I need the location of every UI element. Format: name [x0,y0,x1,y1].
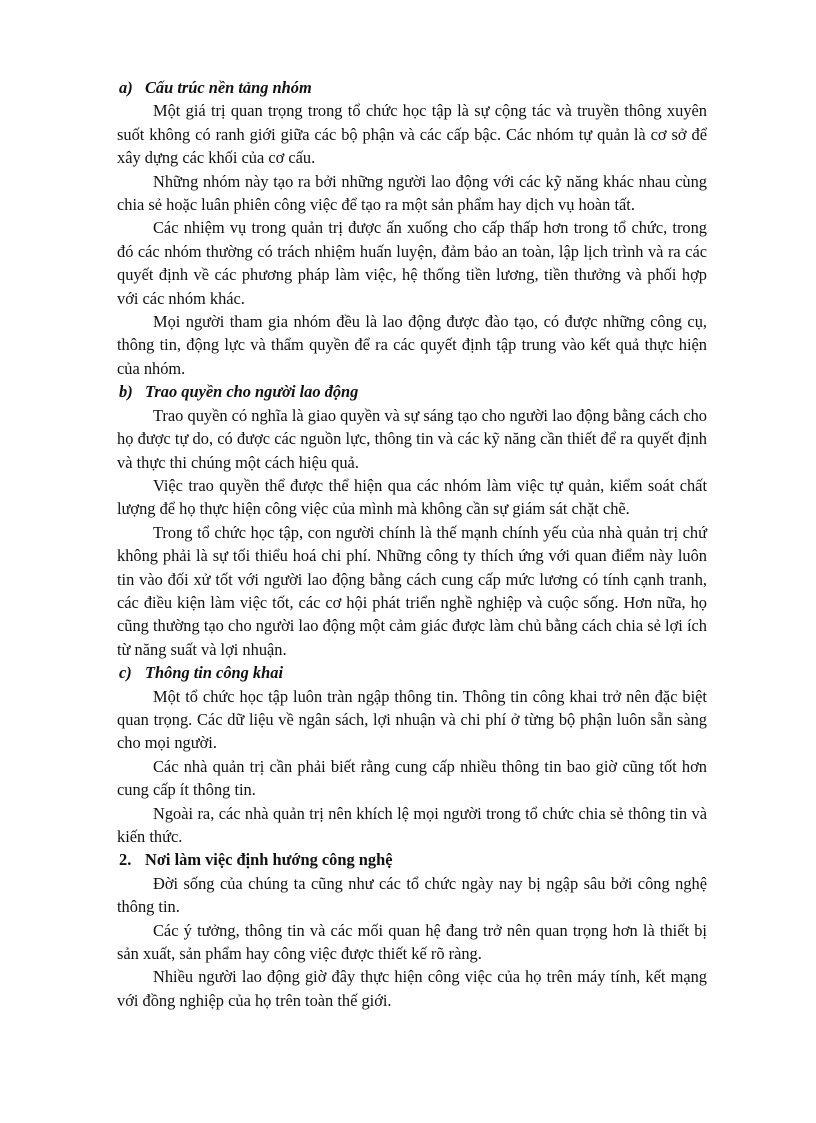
paragraph: Một tổ chức học tập luôn tràn ngập thông tin. Thông tin công khai trở nên đặc biệt quan trọng. Các dữ liệu về ngân sách, lợi nhuận và chi phí ở từng bộ phận luôn sẵn sàng cho mọi người. [117,686,707,753]
section-marker: c) [119,663,132,683]
section-c [117,661,707,848]
section-heading [117,848,707,871]
section-marker: 2. [119,850,132,870]
paragraph: Trong tổ chức học tập, con người chính là thế mạnh chính yếu của nhà quản trị chứ không phải là sự tối thiểu hoá chi phí. Những công ty thích ứng với quan điểm này luôn tin vào đối xử tốt với người lao động bằng cách cung cấp mức lương có tính cạnh tranh, các điều kiện làm việc tốt, các cơ hội phát triển nghề nghiệp và cuộc sống. Hơn nữa, họ cũng thường tạo cho người lao động một cảm giác được làm chủ bằng cách chia sẻ lợi ích từ năng suất và lợi nhuận. [117,522,707,659]
section-a [117,76,707,380]
paragraph: Ngoài ra, các nhà quản trị nên khích lệ mọi người trong tổ chức chia sẻ thông tin và kiến thức. [117,803,707,846]
section-marker: a) [119,78,133,97]
section-heading [117,380,707,403]
section-b [117,380,707,661]
paragraph: Việc trao quyền thể được thể hiện qua các nhóm làm việc tự quản, kiểm soát chất lượng để họ thực hiện công việc của mình mà không cần sự giám sát chặt chẽ. [117,475,707,519]
document-page [117,76,707,1012]
section-title: Trao quyền cho người lao động [145,382,359,402]
paragraph: Mọi người tham gia nhóm đều là lao động được đào tạo, có được những công cụ, thông tin, động lực và thẩm quyền để ra các quyết định tập trung vào kết quả thực hiện của nhóm. [117,312,707,378]
paragraph: Một giá trị quan trọng trong tổ chức học tập là sự cộng tác và truyền thông xuyên suốt không có ranh giới giữa các bộ phận và các cấp bậc. Các nhóm tự quản là cơ sở để xây dựng các khối của cơ cấu. [117,101,707,168]
section-2 [117,848,707,1012]
section-title: Nơi làm việc định hướng công nghệ [145,850,393,870]
paragraph: Các nhà quản trị cần phải biết rằng cung cấp nhiều thông tin bao giờ cũng tốt hơn cung cấp ít thông tin. [117,756,707,800]
paragraph: Các ý tưởng, thông tin và các mối quan hệ đang trở nên quan trọng hơn là thiết bị sản xuất, sản phẩm hay công việc được thiết kế rõ ràng. [117,920,707,964]
paragraph: Đời sống của chúng ta cũng như các tổ chức ngày nay bị ngập sâu bởi công nghệ thông tin. [117,873,707,917]
section-title: Thông tin công khai [145,663,283,683]
paragraph: Những nhóm này tạo ra bởi những người lao động với các kỹ năng khác nhau cùng chia sẻ hoặc luân phiên công việc để tạo ra một sản phẩm hay dịch vụ hoàn tất. [117,171,707,215]
section-heading [117,661,707,684]
section-title: Cấu trúc nền tảng nhóm [145,78,312,97]
section-marker: b) [119,382,133,402]
paragraph: Các nhiệm vụ trong quản trị được ấn xuống cho cấp thấp hơn trong tổ chức, trong đó các nhóm thường có trách nhiệm huấn luyện, đảm bảo an toàn, lập lịch trình và ra các quyết định về các phương pháp làm việc, hệ thống tiền lương, tiền thưởng và phối hợp với các nhóm khác. [117,218,707,308]
paragraph: Trao quyền có nghĩa là giao quyền và sự sáng tạo cho người lao động bằng cách cho họ được tự do, có được các nguồn lực, thông tin và các kỹ năng cần thiết để ra quyết định và thực thi chúng một cách hiệu quả. [117,405,707,472]
paragraph: Nhiều người lao động giờ đây thực hiện công việc của họ trên máy tính, kết mạng với đồng nghiệp của họ trên toàn thế giới. [117,967,707,1010]
section-heading [117,76,707,99]
